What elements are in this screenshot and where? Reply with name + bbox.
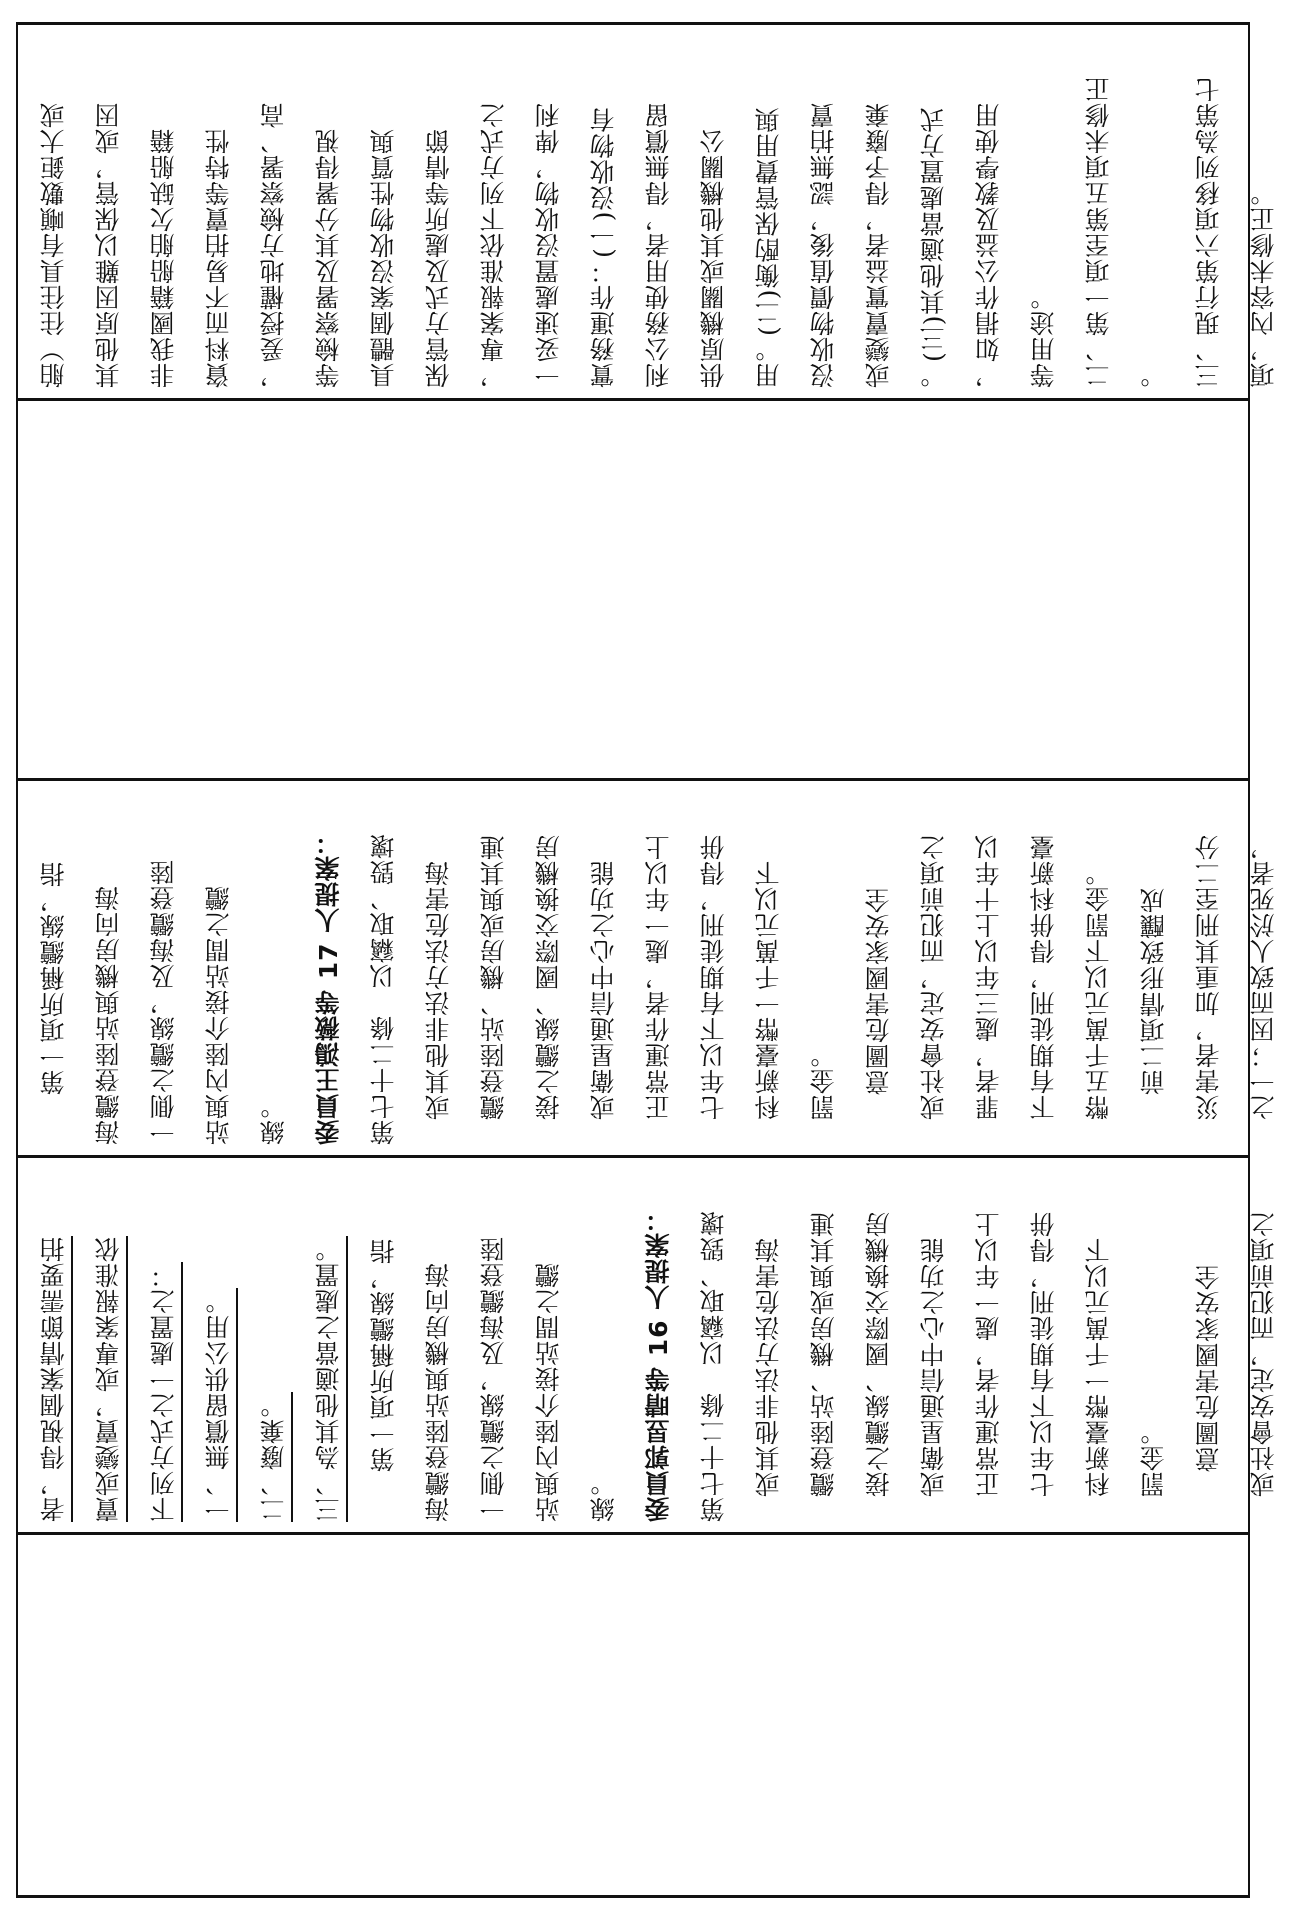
text-line: 舶）往往具有噸數鉅大或 [39,102,68,388]
text-line: 幣五千萬元以下罰金。 [1084,860,1113,1120]
text-line: 罰金。 [1139,1419,1168,1497]
text-line: 意圖危害國家安全 [864,887,893,1095]
text-line: 正常運作者，處一年以上 [644,834,673,1120]
text-line: 項，內容未修正。 [1249,180,1278,388]
text-line: 二、廢棄。 [259,1392,288,1522]
text-line: 站與內陸介接站間之纜 [534,1262,563,1522]
text-line: 或衛星通信中心之功能 [919,1237,948,1497]
proposal-wang-block [16,780,1278,1153]
text-line: 。 [1139,362,1168,388]
text-line: 第一項所稱纜線，指 [369,1238,398,1472]
text-line: 意圖危害國家安全 [1194,1264,1223,1472]
text-line: 等用途。 [1029,284,1058,388]
text-line: 二、第一項至第五項未修正 [1084,76,1113,388]
text-line: 。(三)其他適當處置方式 [919,106,948,388]
empty-region-upper [16,400,1248,776]
text-line: 或其他非法方法危害海 [754,1237,783,1497]
text-line: 等檢察署及其分署得視 [314,128,343,388]
text-line: 正常運作者，處一年以上 [974,1211,1003,1497]
text-line: 賣或變賣，或專案報准依 [94,1236,123,1522]
text-line: 纜登陸站、機房或與其連 [809,1211,838,1497]
text-line: 前二項情形致釀成 [1139,887,1168,1095]
text-line: 非我國籍船舶欠缺船籍 [149,128,178,388]
text-line: 災害者，加重其刑至二分 [1194,834,1223,1120]
text-line: 七年以下有期徒刑，得併 [1029,1211,1058,1497]
text-line: 三、為其他適當之處置。 [314,1236,343,1522]
text-line: 科新臺幣一千萬元以下 [754,860,783,1120]
text-line: 下有期徒刑，得併科新臺 [1029,834,1058,1120]
text-line: 七年以下有期徒刑，得併 [699,834,728,1120]
text-line: ，爰授權地方檢察署、高 [259,102,288,388]
text-line: ，如捐作公益及教學使用 [974,102,1003,388]
text-line: 接之纜線、國際交換機房 [864,1211,893,1497]
text-line: 罰金。 [809,1042,838,1120]
text-line: 站與內陸介接站間之纜 [204,885,233,1145]
text-line: 接之纜線、國際交換機房 [534,834,563,1120]
text-line: 實務運作：(一)沒收物有 [589,106,618,388]
text-line: 第七十二條 以竊取、毀壞 [369,833,398,1145]
text-line: 一妥速處置沒收物，俾利 [534,102,563,388]
bottom-rule [16,1895,1250,1898]
text-line: 具體個案沒收物性質與 [369,128,398,388]
text-line: 或變賣實益者，得予廢棄 [864,102,893,388]
text-line: 海纜登陸站與機房向海 [94,885,123,1145]
text-line: 罪者，處三年以上十年以 [974,834,1003,1120]
text-line: 線。 [259,1093,288,1145]
proposal-wang-text [26,788,1278,1145]
text-line: 或衛星通信中心之功能 [589,860,618,1120]
text-line: 用。(二)衡酌保管費用與 [754,106,783,388]
text-line: 科新臺幣一千萬元以下 [1084,1237,1113,1497]
text-line: 供原機關或其他機關公 [699,128,728,388]
text-line: 纜登陸站、機房或與其連 [479,834,508,1120]
proposal-kuo-text [26,1165,1278,1522]
text-line: 一側之纜線，及海纜登陸 [149,859,178,1145]
explanation-block [16,24,1278,396]
text-line: 委員郭昱晴等 16 人提案： [644,1205,673,1522]
text-line: 線。 [589,1470,618,1522]
text-line: 沒收物價值後，認無拍賣 [809,102,838,388]
text-line: 下列方式之一處置之： [149,1262,178,1522]
text-line: 海纜登陸站與機房向海 [424,1262,453,1522]
text-line: 利公務使用者，得無償留 [644,102,673,388]
text-line: ，專案報准依下列方式之 [479,102,508,388]
text-line: 委員王鴻薇等 17 人提案： [314,828,343,1145]
text-line: 或其他非法方法危害海 [424,860,453,1120]
proposal-kuo-block [16,1157,1278,1530]
text-line: 之一；因而致人於死者， [1249,834,1278,1120]
text-line: 第七十二條 以竊取、毀壞 [699,1210,728,1522]
text-line: 三、現行第六項移列為第七 [1194,76,1223,388]
text-line: 或社會安定，而犯前項之 [919,834,948,1120]
explanation-text [26,32,1278,388]
text-line: 第一項所稱纜線，指 [39,861,68,1095]
text-line: 或社會安定，而犯前項之 [1249,1211,1278,1497]
text-line: 者，得視個案情節需要拍 [39,1236,68,1522]
text-line: 一側之纜線，及海纜登陸 [479,1236,508,1522]
text-line: 保管方式及處所等情節 [424,128,453,388]
text-line: 資料而不易拍賣等特性 [204,128,233,388]
empty-region-lower [16,1534,1248,1894]
text-line: 一、無償留供公用。 [204,1288,233,1522]
text-line: 其他原因難以保管，或因 [94,102,123,388]
